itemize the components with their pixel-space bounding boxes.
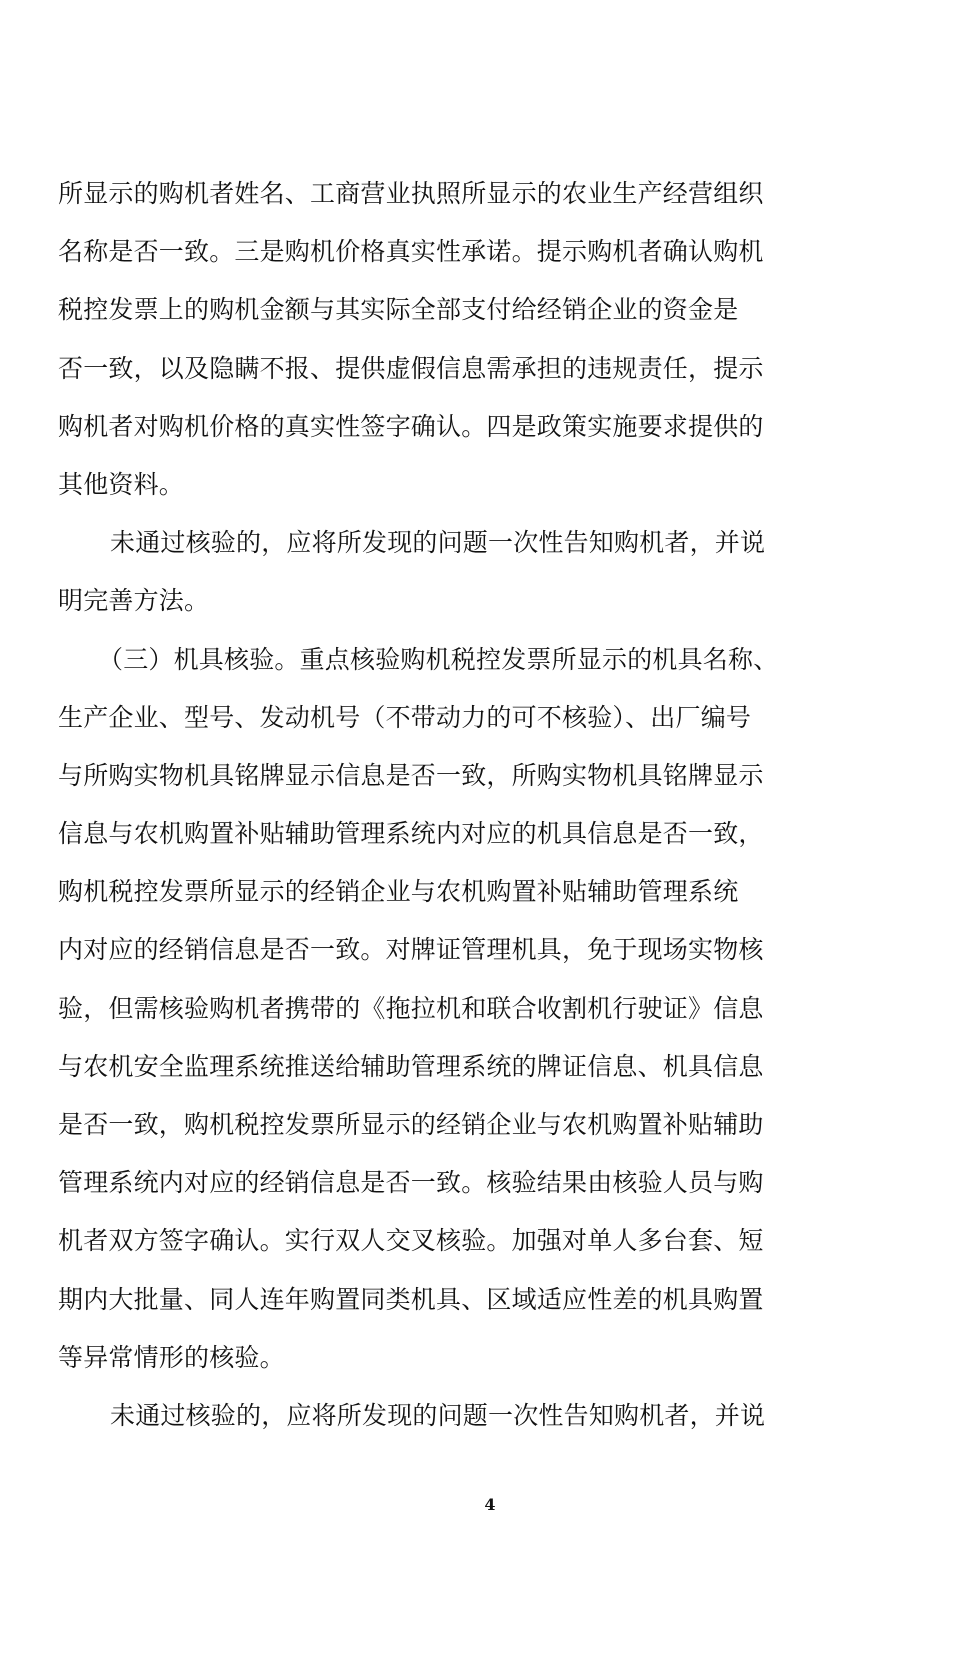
text-line: 所显示的购机者姓名、工商营业执照所显示的农业生产经营组织 — [58, 179, 764, 208]
text-line: 否一致，以及隐瞒不报、提供虚假信息需承担的违规责任，提示 — [58, 353, 764, 383]
text-line: 期内大批量、同人连年购置同类机具、区域适应性差的机具购置 — [58, 1284, 764, 1314]
text-line: 管理系统内对应的经销信息是否一致。核验结果由核验人员与购 — [58, 1168, 764, 1198]
text-line: 其他资料。 — [58, 469, 185, 499]
text-line: 生产企业、型号、发动机号（不带动力的可不核验）、出厂编号 — [58, 702, 752, 732]
text-line: 名称是否一致。三是购机价格真实性承诺。提示购机者确认购机 — [58, 237, 764, 267]
text-line: 信息与农机购置补贴辅助管理系统内对应的机具信息是否一致， — [58, 819, 764, 849]
text-line: 未通过核验的，应将所发现的问题一次性告知购机者，并说 — [110, 528, 766, 558]
page-number: 4 — [484, 1495, 496, 1514]
section-heading-line: （三）机具核验。重点核验购机税控发票所显示的机具名称、 — [98, 644, 779, 674]
text-line: 与所购实物机具铭牌显示信息是否一致，所购实物机具铭牌显示 — [58, 760, 764, 790]
text-line: 等异常情形的核验。 — [58, 1342, 285, 1372]
text-line: 未通过核验的，应将所发现的问题一次性告知购机者，并说 — [110, 1400, 766, 1430]
text-line: 明完善方法。 — [58, 586, 210, 616]
text-line: 税控发票上的购机金额与其实际全部支付给经销企业的资金是 — [58, 295, 739, 325]
text-line: 购机税控发票所显示的经销企业与农机购置补贴辅助管理系统 — [58, 877, 739, 907]
text-line: 与农机安全监理系统推送给辅助管理系统的牌证信息、机具信息 — [58, 1051, 764, 1081]
text-line: 购机者对购机价格的真实性签字确认。四是政策实施要求提供的 — [58, 411, 764, 441]
text-line: 验，但需核验购机者携带的《拖拉机和联合收割机行驶证》信息 — [58, 993, 764, 1023]
text-line: 机者双方签字确认。实行双人交叉核验。加强对单人多台套、短 — [58, 1226, 764, 1256]
text-line: 是否一致，购机税控发票所显示的经销企业与农机购置补贴辅助 — [58, 1110, 764, 1139]
text-line: 内对应的经销信息是否一致。对牌证管理机具，免于现场实物核 — [58, 935, 764, 965]
document-body — [58, 165, 838, 1445]
